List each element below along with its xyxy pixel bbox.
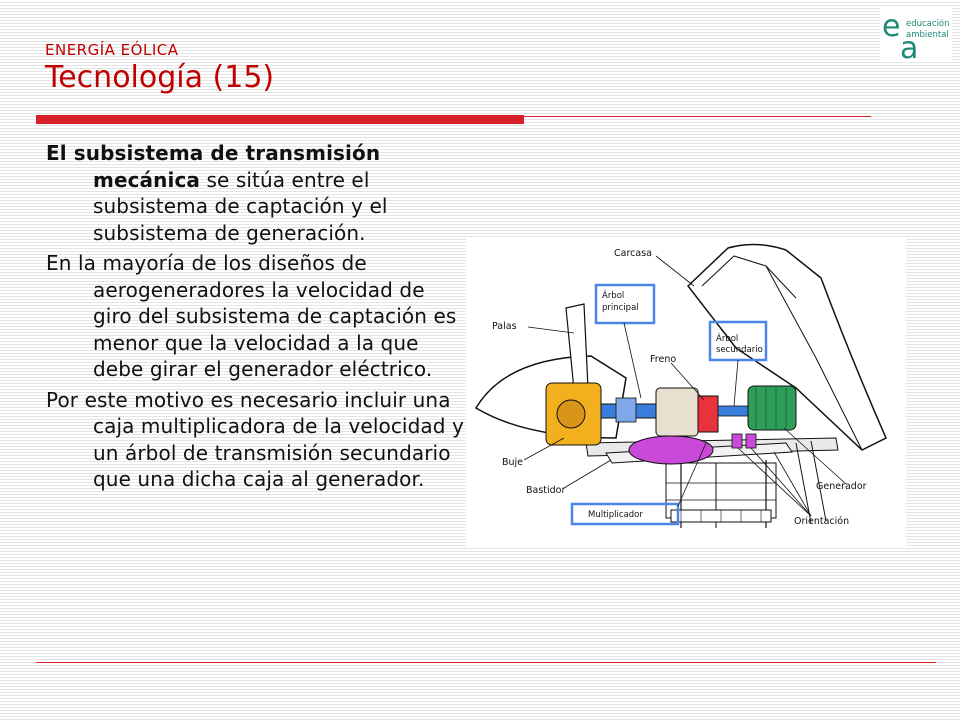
logo-text-line2: ambiental	[906, 30, 949, 40]
label-generador: Generador	[816, 481, 867, 492]
label-palas: Palas	[492, 321, 517, 332]
paragraph-1-text: se sitúa entre el subsistema de captación y el subsistema de generación.	[93, 167, 388, 245]
label-arbol-secundario-2: secundario	[716, 345, 763, 355]
slide-subtitle: ENERGÍA EÓLICA	[45, 41, 179, 59]
paragraph-1-bold: El subsistema de transmisión mecánica	[46, 141, 381, 192]
label-multiplicador: Multiplicador	[588, 510, 643, 520]
educacion-ambiental-logo	[880, 6, 952, 60]
label-arbol-principal-1: Árbol	[602, 291, 625, 301]
logo-text-line1: educación	[906, 19, 950, 29]
label-arbol-principal-2: principal	[602, 303, 639, 313]
slide-title: Tecnología (15)	[45, 60, 275, 95]
logo-letter-e: e	[882, 9, 901, 44]
paragraph-1	[46, 140, 466, 246]
label-orientacion: Orientación	[794, 516, 850, 527]
paragraph-3: Por este motivo es necesario incluir una caja multiplicadora de la velocidad y un árbol de transmisión secundario que una dicha caja al generador.	[46, 387, 464, 491]
title-rule-thin	[524, 116, 871, 117]
title-rule-thick	[36, 115, 524, 124]
label-bastidor: Bastidor	[526, 485, 566, 496]
paragraph-2: En la mayoría de los diseños de aerogeneradores la velocidad de giro del subsistema de captación es menor que la velocidad a la que debe girar el generador eléctrico.	[46, 251, 457, 381]
label-freno: Freno	[650, 354, 677, 365]
slide-body	[46, 140, 466, 497]
footer-rule	[36, 662, 936, 663]
wind-turbine-nacelle-diagram	[466, 238, 906, 546]
label-arbol-secundario-1: Árbol	[716, 334, 739, 344]
label-carcasa: Carcasa	[614, 248, 652, 259]
label-buje: Buje	[502, 457, 524, 468]
logo-letter-a: a	[900, 31, 919, 60]
